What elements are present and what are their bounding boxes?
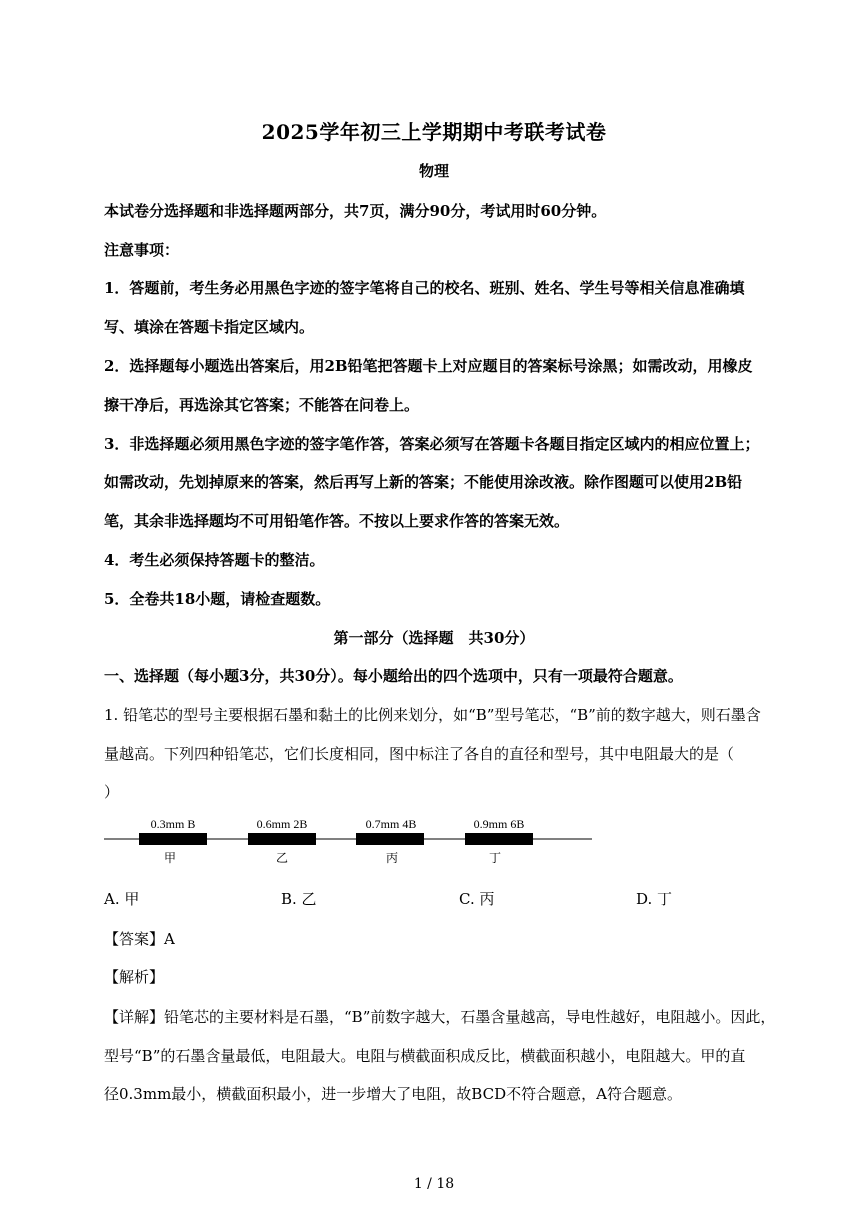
- notice-line: 4．考生必须保持答题卡的整洁。: [104, 551, 325, 569]
- pencil-lead-bar: [356, 833, 424, 845]
- subject-heading: 物理: [418, 162, 449, 180]
- notice-line: 写、填涂在答题卡指定区域内。: [104, 318, 315, 336]
- detail-text: 型号“B”的石墨含量最低，电阻最大。电阻与横截面积成反比，横截面积越小，电阻越大。甲的直: [104, 1047, 746, 1065]
- question-text: 1. 铅笔芯的型号主要根据石墨和黏土的比例来划分，如“B”型号笔芯，“B”前的数字越大，则石墨含: [104, 706, 761, 724]
- option-a: A. 甲: [104, 890, 140, 908]
- pencil-lead-label: 0.7mm 4B: [365, 817, 417, 831]
- pencil-lead-name: 丁: [488, 851, 502, 865]
- pencil-lead-label: 0.3mm B: [150, 817, 196, 831]
- pencil-lead-label: 0.9mm 6B: [473, 817, 525, 831]
- pencil-lead-figure: [104, 812, 604, 872]
- answer-text: 【答案】A: [104, 930, 175, 948]
- pencil-lead-bar: [465, 833, 533, 845]
- notice-line: 如需改动，先划掉原来的答案，然后再写上新的答案；不能使用涂改液。除作图题可以使用2B铅: [104, 473, 743, 491]
- pencil-lead-4: [465, 817, 533, 865]
- notice-line: 3．非选择题必须用黑色字迹的签字笔作答，答案必须写在答题卡各题目指定区域内的相应位置上；: [104, 435, 760, 453]
- notice-heading: 注意事项：: [104, 241, 180, 259]
- detail-text: 【详解】铅笔芯的主要材料是石墨，“B”前数字越大，石墨含量越高，导电性越好，电阻越小。因此，: [104, 1008, 776, 1026]
- notice-line: 2．选择题每小题选出答案后，用2B铅笔把答题卡上对应题目的答案标号涂黑；如需改动，用橡皮: [104, 357, 753, 375]
- pencil-lead-3: [356, 817, 424, 865]
- pencil-lead-name: 丙: [385, 851, 399, 865]
- intro-text: 本试卷分选择题和非选择题两部分，共7页，满分90分，考试用时60分钟。: [104, 202, 607, 220]
- notice-line: 1．答题前，考生务必用黑色字迹的签字笔将自己的校名、班别、姓名、学生号等相关信息准确填: [104, 279, 745, 297]
- pencil-lead-bar: [139, 833, 207, 845]
- notice-line: 笔，其余非选择题均不可用铅笔作答。不按以上要求作答的答案无效。: [104, 512, 570, 530]
- pencil-lead-bar: [248, 833, 316, 845]
- page-number: 1 / 18: [413, 1176, 455, 1192]
- question-text: 量越高。下列四种铅笔芯，它们长度相同，图中标注了各自的直径和型号，其中电阻最大的是（: [104, 745, 735, 763]
- question-text: ）: [104, 783, 120, 801]
- part-heading: 第一部分（选择题 共30分）: [333, 629, 535, 647]
- option-d: D. 丁: [636, 890, 673, 908]
- page-title: 2025学年初三上学期期中考联考试卷: [261, 120, 607, 144]
- pencil-lead-name: 甲: [163, 851, 177, 865]
- pencil-lead-2: [248, 817, 316, 865]
- option-b: B. 乙: [281, 890, 317, 908]
- analysis-heading: 【解析】: [104, 968, 165, 986]
- pencil-lead-name: 乙: [275, 851, 289, 865]
- section-heading: 一、选择题（每小题3分，共30分）。每小题给出的四个选项中，只有一项最符合题意。: [104, 667, 683, 685]
- notice-line: 擦干净后，再选涂其它答案；不能答在问卷上。: [104, 396, 420, 414]
- detail-text: 径0.3mm最小，横截面积最小，进一步增大了电阻，故BCD不符合题意，A符合题意。: [104, 1085, 682, 1103]
- pencil-lead-1: [139, 817, 207, 865]
- option-c: C. 丙: [459, 890, 495, 908]
- pencil-lead-label: 0.6mm 2B: [256, 817, 308, 831]
- notice-line: 5．全卷共18小题，请检查题数。: [104, 590, 331, 608]
